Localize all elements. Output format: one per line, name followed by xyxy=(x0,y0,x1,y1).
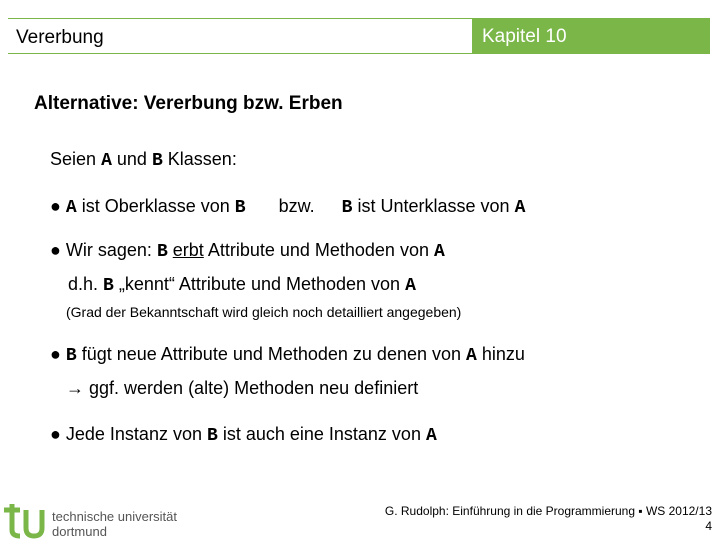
bullet-icon: ● xyxy=(50,240,61,260)
code-b: B xyxy=(65,346,77,366)
bullet-oberklasse xyxy=(50,196,525,218)
code-a: A xyxy=(466,346,477,366)
bullet-icon: ● xyxy=(50,344,61,364)
footer-citation xyxy=(385,504,712,534)
text: Jede Instanz von xyxy=(65,424,202,444)
chapter-label: Kapitel 10 xyxy=(482,26,567,47)
code-a: A xyxy=(65,198,77,218)
code-a: A xyxy=(405,276,416,296)
logo-line2: dortmund xyxy=(52,524,107,539)
text: d.h. xyxy=(68,274,99,294)
code-a: A xyxy=(433,242,445,262)
line-neu-definiert xyxy=(66,378,418,399)
code-b: B xyxy=(156,242,168,262)
bullet-icon: ● xyxy=(50,196,61,216)
text: bzw. xyxy=(278,196,315,216)
header-left-bar xyxy=(8,18,472,54)
bullet-instanz xyxy=(50,424,437,446)
code-a: A xyxy=(101,151,112,171)
code-b: B xyxy=(341,198,353,218)
text: (Grad der Bekanntschaft wird gleich noch detailliert angegeben) xyxy=(66,304,462,320)
bullet-icon: ● xyxy=(50,424,61,444)
code-b: B xyxy=(234,198,246,218)
text: Seien xyxy=(50,149,97,169)
text: fügt neue Attribute und Methoden zu denen von xyxy=(81,344,462,364)
line-note xyxy=(66,304,461,320)
page-number: 4 xyxy=(705,519,712,533)
code-b: B xyxy=(151,151,163,171)
header xyxy=(0,18,720,54)
text: → ggf. werden (alte) Methoden neu definiert xyxy=(66,378,419,398)
text-underlined: erbt xyxy=(172,240,204,260)
code-b: B xyxy=(103,276,114,296)
code-a: A xyxy=(514,198,526,218)
text: ist Unterklasse von xyxy=(357,196,510,216)
text: „kennt“ Attribute und Methoden von xyxy=(118,274,401,294)
logo-line1: technische universität xyxy=(52,509,178,524)
text: ist Oberklasse von xyxy=(81,196,230,216)
slide-title: Alternative: Vererbung bzw. Erben xyxy=(34,93,343,114)
university-logo xyxy=(0,500,200,540)
text: und xyxy=(116,149,147,169)
code-b: B xyxy=(207,426,218,446)
header-title: Vererbung xyxy=(16,27,104,48)
line-intro xyxy=(50,149,237,171)
line-kennt xyxy=(68,274,416,296)
citation-text: G. Rudolph: Einführung in die Programmierung ▪ WS 2012/13 xyxy=(384,504,712,518)
code-a: A xyxy=(425,426,437,446)
bullet-fuegt xyxy=(50,344,525,366)
bullet-erbt xyxy=(50,240,445,262)
chapter-bar xyxy=(472,18,710,54)
text: Klassen: xyxy=(167,149,237,169)
tu-logo-icon xyxy=(0,500,200,540)
text: ist auch eine Instanz von xyxy=(222,424,421,444)
text: Attribute und Methoden von xyxy=(207,240,429,260)
text: Wir sagen: xyxy=(65,240,152,260)
text: hinzu xyxy=(481,344,525,364)
